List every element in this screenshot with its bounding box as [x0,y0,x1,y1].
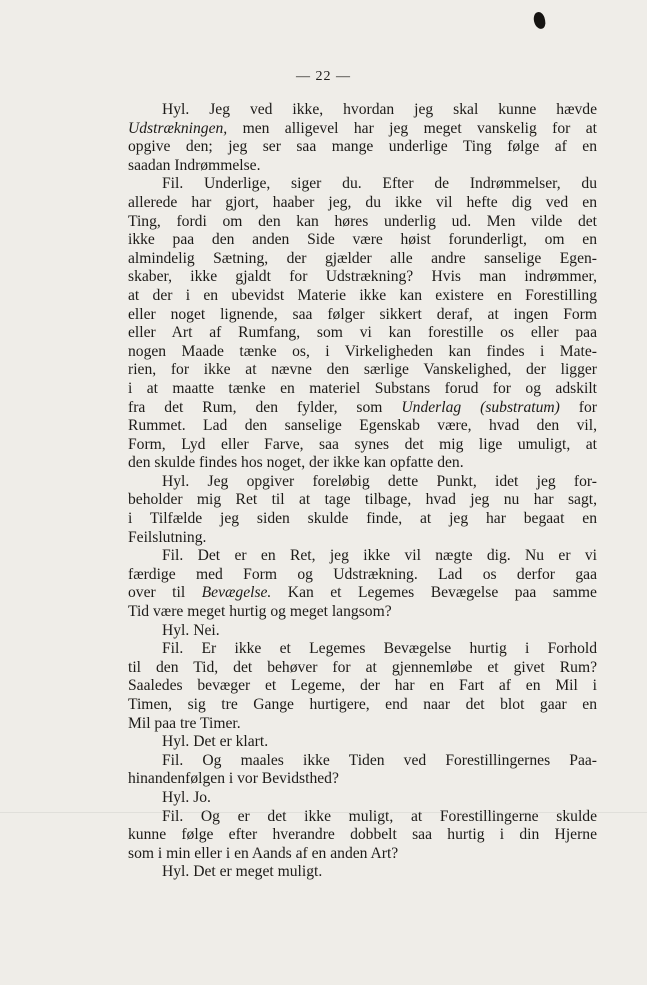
text-line: Fil. Og maales ikke Tiden ved Forestillingernes Paa- [162,751,597,769]
text-line: Rummet. Lad den sanselige Egenskab være, hvad den vil, [128,417,597,435]
text-line: allerede har gjort, haaber jeg, du ikke vil hefte dig ved en [128,193,597,211]
text-line: Hyl. Det er meget muligt. [162,863,323,881]
text-line: nogen Maade tænke os, i Virkeligheden kan findes i Mate- [128,342,597,360]
text-line: Fil. Det er en Ret, jeg ikke vil nægte dig. Nu er vi [162,547,597,565]
italic-term: Bevægelse. [201,584,272,602]
text-line: som i min eller i en Aands af en anden Art? [128,844,399,862]
text-line: hinandenfølgen i vor Bevidsthed? [128,770,339,788]
text-line: den skulde findes hos noget, der ikke kan opfatte den. [128,454,464,472]
text-line: Hyl. Det er klart. [162,733,269,751]
body-text [128,101,597,882]
text-line: Ting, fordi om den kan høres underlig ud. Men vilde det [128,212,597,230]
text-line: ikke paa den anden Side være høist forunderligt, om en [128,231,597,249]
text-line: til den Tid, det behøver for at gjennemløbe et givet Rum? [128,658,597,676]
text-line: Fil. Underlige, siger du. Efter de Indrømmelser, du [162,175,597,193]
text-line: Saaledes bevæger et Legeme, der har en Fart af en Mil i [128,677,597,695]
italic-term: Underlag (substratum) [401,398,560,416]
text-line: Hyl. Jeg ved ikke, hvordan jeg skal kunne hævde [162,101,597,118]
text-line: Fil. Og er det ikke muligt, at Forestillingerne skulde [162,807,597,825]
text-line: færdige med Form og Udstrækning. Lad os derfor gaa [128,565,597,583]
page-crease [0,812,647,813]
text-line: eller noget lignende, saa følger sikkert deraf, at ingen Form [128,305,597,323]
text-line: almindelig Sætning, der gjælder alle andre sanselige Egen- [128,249,597,267]
page-number: — 22 — [296,69,351,84]
text-line: Form, Lyd eller Farve, saa synes det mig lige umuligt, at [128,435,597,453]
text-line: Fil. Er ikke et Legemes Bevægelse hurtig i Forhold [162,640,597,658]
text-line: Hyl. Jo. [162,788,211,806]
text-line: Hyl. Nei. [162,621,220,639]
text-line: Feilslutning. [128,528,207,546]
text-line: saadan Indrømmelse. [128,156,261,174]
text-line: over til Bevægelse. Kan et Legemes Bevægelse paa samme [128,584,597,602]
text-line: Udstrækningen, men alligevel har jeg meget vanskelig for at [128,119,597,137]
text-line: i Tilfælde jeg siden skulde finde, at jeg har begaat en [128,510,597,528]
text-line: fra det Rum, den fylder, som Underlag (substratum) for [128,398,597,416]
text-line: kunne følge efter hverandre dobbelt saa hurtig i din Hjerne [128,826,597,844]
text-line: skaber, ikke gjaldt for Udstrækning? Hvis man indrømmer, [128,268,597,286]
text-line: Hyl. Jeg opgiver foreløbig dette Punkt, idet jeg for- [162,472,597,490]
text-line: beholder mig Ret til at tage tilbage, hvad jeg nu har sagt, [128,491,597,509]
text-line: Timen, sig tre Gange hurtigere, end naar det blot gaar en [128,696,597,713]
ink-blot [532,11,546,30]
text-line: Tid være meget hurtig og meget langsom? [128,603,392,621]
italic-term: Udstrækningen, [128,119,228,137]
text-line: Mil paa tre Timer. [128,714,241,732]
text-line: i at maatte tænke en materiel Substans forud for og adskilt [128,379,597,397]
text-line: eller Art af Rumfang, som vi kan forestille os eller paa [128,324,597,342]
text-line: at der i en ubevidst Materie ikke kan existere en Forestilling [128,286,597,304]
text-line: rien, for ikke at nævne den særlige Vanskelighed, der ligger [128,361,597,379]
text-line: opgive den; jeg ser saa mange underlige Ting følge af en [128,138,597,156]
